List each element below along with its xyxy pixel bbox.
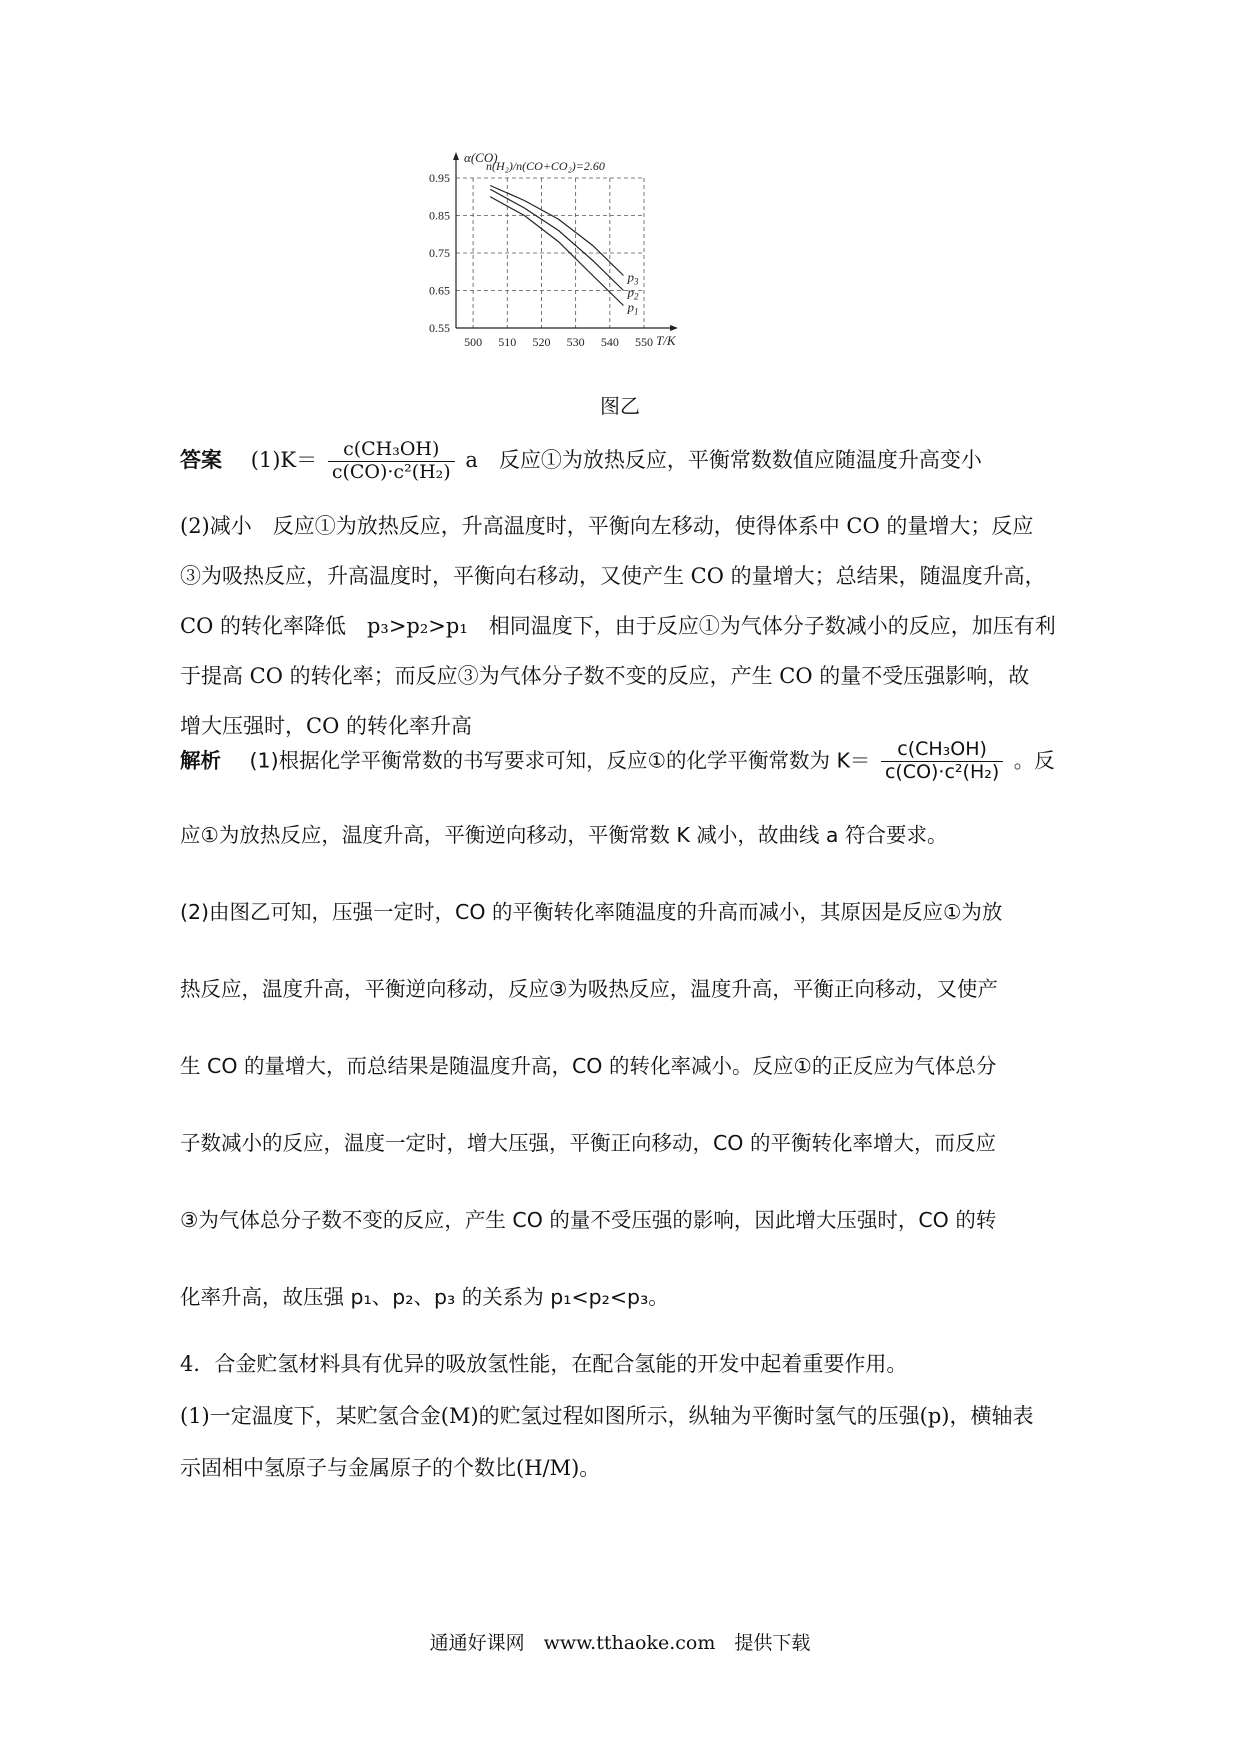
analysis-k-denominator: c(CO)·c²(H₂) [884,760,1000,783]
answer-k-numerator: c(CH₃OH) [328,440,455,462]
analysis-line: ③为气体总分子数不变的反应，产生 CO 的量不受压强的影响，因此增大压强时，CO 的转 [180,1208,997,1232]
x-tick-label: 500 [464,335,483,349]
figure-caption: 图乙 [600,394,640,418]
question-line: (1)一定温度下，某贮氢合金(M)的贮氢过程如图所示，纵轴为平衡时氢气的压强(p)，横轴表 [180,1404,1034,1428]
footer-text: 通通好课网 www.tthaoke.com 提供下载 [429,1632,811,1654]
analysis-line: (2)由图乙可知，压强一定时，CO 的平衡转化率随温度的升高而减小，其原因是反应①为放 [180,900,1003,924]
answer-k-denominator: c(CO)·c²(H₂) [331,460,451,483]
x-tick-label: 530 [566,335,585,349]
analysis-line: 应①为放热反应，温度升高，平衡逆向移动，平衡常数 K 减小，故曲线 a 符合要求。 [180,823,948,847]
y-tick-label: 0.85 [429,208,450,223]
answer-p1-suffix: a 反应①为放热反应，平衡常数数值应随温度升高变小 [465,447,982,472]
analysis-label: 解析 [180,748,221,773]
answer-line: ③为吸热反应，升高温度时，平衡向右移动，又使产生 CO 的量增大；总结果，随温度升高， [180,564,1046,588]
chart-svg [429,150,790,380]
series-line-p3 [490,186,623,276]
analysis-p1-suffix: 。反 [1013,748,1055,773]
y-axis-label: α(CO) [464,150,498,165]
x-axis-arrow [670,325,678,331]
answer-line: 于提高 CO 的转化率；而反应③为气体分子数不变的反应，产生 CO 的量不受压强影响，故 [180,664,1030,688]
analysis-line: 子数减小的反应，温度一定时，增大压强，平衡正向移动，CO 的平衡转化率增大，而反应 [180,1131,996,1155]
y-axis-arrow [453,152,459,160]
analysis-line: 热反应，温度升高，平衡逆向移动，反应③为吸热反应，温度升高，平衡正向移动，又使产 [180,977,998,1001]
analysis-p1-prefix: (1)根据化学平衡常数的书写要求可知，反应①的化学平衡常数为 K＝ [249,748,871,773]
chart-annotation: n(H₂)/n(CO+CO₂)=2.60 [486,159,605,173]
y-tick-label: 0.65 [429,283,450,298]
y-tick-label: 0.95 [429,171,450,185]
analysis-line: 生 CO 的量增大，而总结果是随温度升高，CO 的转化率减小。反应①的正反应为气体总分 [180,1054,997,1078]
series-line-p1 [490,197,623,306]
y-tick-label: 0.55 [429,321,450,335]
figure-chart [429,150,790,380]
answer-label: 答案 [180,447,222,472]
answer-line: (2)减小 反应①为放热反应，升高温度时，平衡向左移动，使得体系中 CO 的量增大；反应 [180,514,1034,538]
series-label-p3: $p_3$ [627,269,639,287]
analysis-line: 化率升高，故压强 p₁、p₂、p₃ 的关系为 p₁<p₂<p₃。 [180,1285,669,1309]
analysis-k-fraction [881,740,1003,783]
y-tick-label: 0.75 [429,246,450,260]
question-line: 4．合金贮氢材料具有优异的吸放氢性能，在配合氢能的开发中起着重要作用。 [180,1352,908,1376]
answer-line: CO 的转化率降低 p₃>p₂>p₁ 相同温度下，由于反应①为气体分子数减小的反应，加压有利 [180,614,1056,638]
analysis-k-numerator: c(CH₃OH) [881,740,1003,762]
x-tick-label: 550 [635,335,653,349]
answer-p1-prefix: (1)K＝ [250,447,318,472]
answer-k-fraction [328,440,455,483]
x-axis-label: T/K [656,333,676,348]
question-line: 示固相中氢原子与金属原子的个数比(H/M)。 [180,1456,601,1480]
answer-line: 增大压强时，CO 的转化率升高 [180,714,472,738]
x-tick-label: 510 [498,335,517,349]
x-tick-label: 540 [600,335,619,349]
series-label-p2: $p_2$ [627,284,639,302]
x-tick-label: 520 [532,335,551,349]
series-label-p1: $p_1$ [627,299,639,317]
